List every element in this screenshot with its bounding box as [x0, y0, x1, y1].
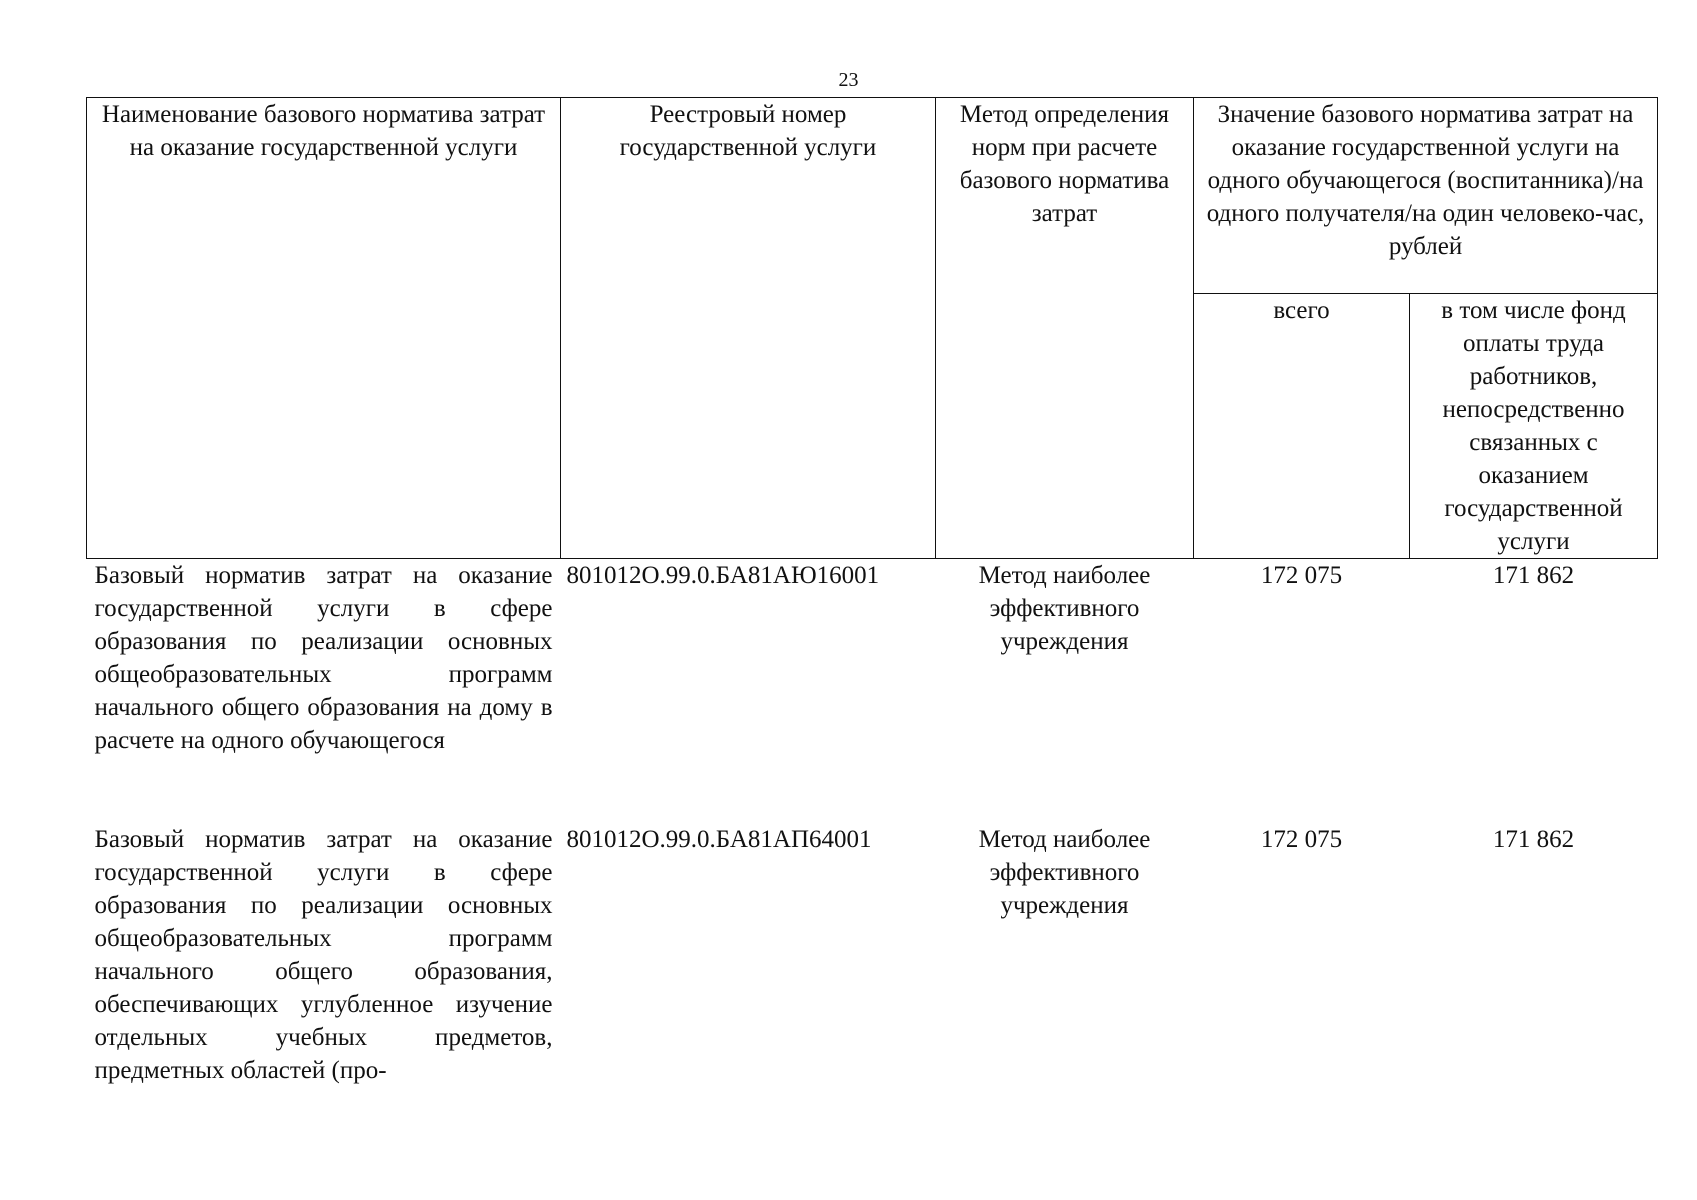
row-registry: 801012О.99.0.БА81АЮ16001 [566, 562, 880, 589]
row-method: Метод наиболее эффективного учреждения [978, 562, 1151, 655]
table-row [87, 823, 1658, 1113]
page-number: 23 [838, 69, 859, 91]
header-value-group: Значение базового норматива затрат на оказание государственной услуги на одного обучающегося (воспитанника)/на одного получателя/на один человеко-час, рублей [1194, 98, 1658, 294]
row-payroll: 171 862 [1492, 562, 1575, 589]
row-name: Базовый норматив затрат на оказание государственной услуги в сфере образования по реализации основных общеобразовательных программ начального общего образования на дому в расчете на одного обучающегося [94, 562, 553, 754]
row-total: 172 075 [1260, 826, 1343, 853]
table-body [87, 559, 1658, 1114]
row-registry: 801012О.99.0.БА81АП64001 [566, 826, 872, 853]
header-payroll: в том числе фонд оплаты труда работников, непосредственно связанных с оказанием государственной услуги [1410, 294, 1658, 559]
header-name: Наименование базового норматива затрат на оказание государственной услуги [87, 98, 561, 559]
header-total: всего [1194, 294, 1410, 559]
header-method: Метод определения норм при расчете базового норматива затрат [936, 98, 1194, 559]
row-total: 172 075 [1260, 562, 1343, 589]
row-name: Базовый норматив затрат на оказание государственной услуги в сфере образования по реализации основных общеобразовательных программ начального общего образования, обеспечивающих углубленное изучение отдельных учебных предметов, предметных областей (про- [94, 826, 553, 1084]
table-row [87, 559, 1658, 824]
row-payroll: 171 862 [1492, 826, 1575, 853]
norms-table [86, 97, 1658, 1113]
table-header [87, 98, 1658, 559]
row-method: Метод наиболее эффективного учреждения [978, 826, 1151, 919]
header-registry: Реестровый номер государственной услуги [561, 98, 936, 559]
header-row-top [87, 98, 1658, 294]
